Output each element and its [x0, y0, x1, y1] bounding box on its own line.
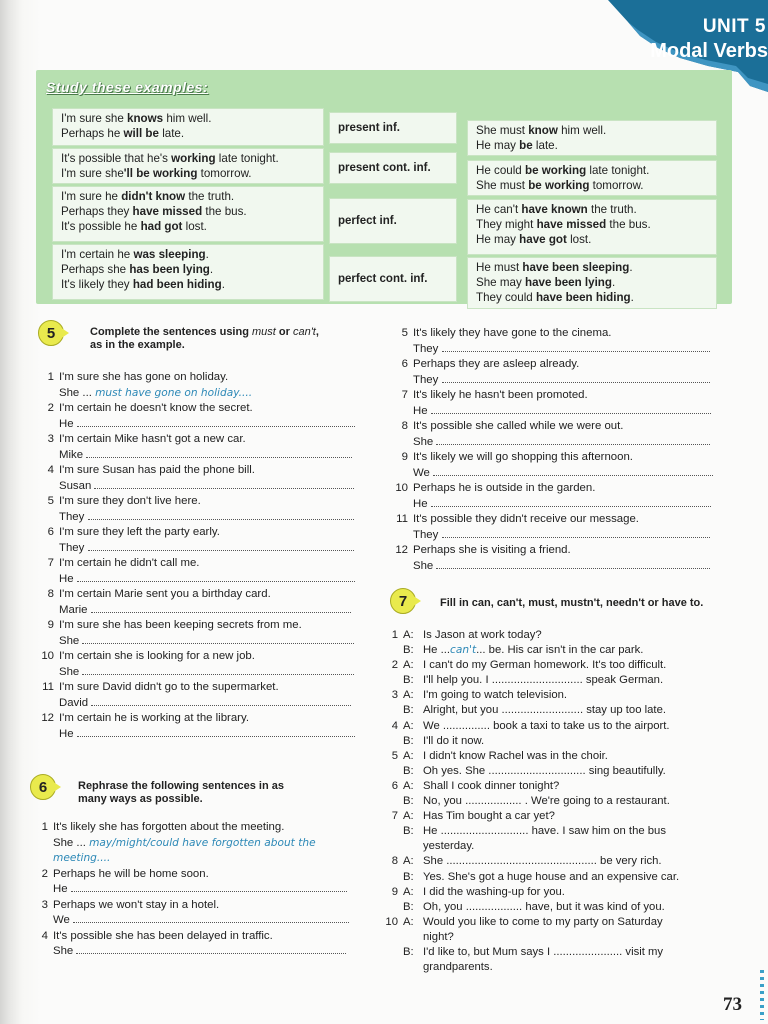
- answer-line: [36, 541, 366, 557]
- answer-subject: She ...: [59, 386, 96, 399]
- question-line: [36, 463, 366, 479]
- dialog-line: [380, 839, 715, 854]
- item-number: [380, 900, 398, 915]
- dialog-text: Yes. She's got a huge house and an expensive car.: [423, 870, 680, 883]
- list-item: [36, 680, 366, 711]
- item-number: 7: [47, 557, 54, 569]
- dialog-line: [380, 719, 715, 734]
- question-line: [36, 618, 366, 634]
- dialog-text: I'll do it now.: [423, 734, 485, 747]
- dialog-line: [380, 658, 715, 673]
- item-number: [380, 945, 398, 960]
- dialog-line: [380, 628, 715, 643]
- question-line: [36, 556, 366, 572]
- list-item: [36, 556, 366, 587]
- list-item: [390, 543, 720, 574]
- question-line: [36, 494, 366, 510]
- item-number: 9: [391, 885, 398, 898]
- list-item: [390, 450, 720, 481]
- item-number: 8: [47, 588, 54, 600]
- answer-line: [36, 572, 366, 588]
- speaker: B:: [403, 870, 414, 883]
- item-number: 8: [391, 855, 398, 868]
- dialog-text: Alright, but you .......................... stay up too late.: [423, 704, 666, 717]
- dialog-text: We ............... book a taxi to take us to the airport.: [423, 719, 670, 732]
- speaker: [403, 960, 423, 975]
- answer-line: [390, 342, 720, 358]
- item-number: 11: [42, 681, 54, 693]
- speaker: A:: [403, 749, 414, 762]
- question-line: [390, 481, 720, 497]
- question-line: [390, 543, 720, 559]
- list-item: [36, 525, 366, 556]
- unit-topic: Modal Verbs: [650, 40, 768, 62]
- dialog-line: [380, 885, 715, 900]
- question-text: It's possible they didn't receive our message.: [413, 513, 639, 525]
- dialog-line: [380, 870, 715, 885]
- answer-subject: They: [413, 528, 442, 541]
- question-line: [390, 388, 720, 404]
- answer-line: [30, 913, 360, 929]
- example-answer: can't: [450, 644, 477, 657]
- question-line: [390, 326, 720, 342]
- item-number: 4: [391, 719, 398, 732]
- speaker: B:: [403, 734, 414, 747]
- study-label-cell: perfect inf.: [329, 198, 457, 244]
- answer-subject: They: [59, 510, 88, 523]
- dialog-text: He ............................ have. I saw him on the bus: [423, 825, 666, 838]
- speaker: B:: [403, 945, 414, 958]
- answer-subject: She: [413, 435, 437, 448]
- answer-line: [390, 373, 720, 389]
- item-number: 7: [401, 389, 408, 401]
- dialog-line: [380, 764, 715, 779]
- item-number: 3: [391, 689, 398, 702]
- question-text: I'm sure she has gone on holiday.: [59, 371, 229, 383]
- dialog-text: I'll help you. I ............................. speak German.: [423, 674, 664, 687]
- exercise-5-badge: 5: [38, 320, 68, 346]
- question-text: I'm certain she is looking for a new job.: [59, 650, 255, 662]
- question-line: [36, 525, 366, 541]
- answer-subject: He: [413, 404, 431, 417]
- answer-line: [30, 944, 360, 960]
- item-number: [380, 734, 398, 749]
- dialog-text: yesterday.: [423, 840, 475, 853]
- question-text: It's likely he hasn't been promoted.: [413, 389, 588, 401]
- exercise-5-instruction: Complete the sentences using must or can't, as in the example.: [90, 326, 319, 351]
- answer-subject: She: [413, 559, 437, 572]
- speaker: B:: [403, 704, 414, 717]
- page-number: 73: [723, 994, 742, 1015]
- question-line: [36, 370, 366, 386]
- item-number: 10: [41, 650, 54, 662]
- list-item: [390, 419, 720, 450]
- study-right-cell: She must know him well. He may be late.: [467, 120, 717, 156]
- question-line: [390, 419, 720, 435]
- speaker: [403, 839, 423, 854]
- study-left-cell: I'm sure he didn't know the truth. Perhaps they have missed the bus. It's possible he had got lost.: [52, 186, 324, 242]
- list-item: [36, 649, 366, 680]
- speaker: A:: [403, 629, 414, 641]
- dialog-line: [380, 688, 715, 703]
- speaker: A:: [403, 659, 414, 672]
- item-number: [380, 673, 398, 688]
- exercise-7-list: [380, 628, 715, 975]
- page-edge-dots: [760, 970, 764, 1020]
- question-line: [36, 711, 366, 727]
- question-line: [30, 820, 360, 836]
- dialog-line: [380, 779, 715, 794]
- question-text: Perhaps he will be home soon.: [53, 867, 209, 880]
- list-item: [390, 326, 720, 357]
- dialog-text: I didn't know Rachel was in the choir.: [423, 749, 608, 762]
- answer-subject: He: [59, 417, 77, 430]
- item-number: [380, 794, 398, 809]
- item-number: 1: [47, 371, 54, 383]
- speaker: A:: [403, 689, 414, 702]
- answer-subject: Marie: [59, 603, 91, 616]
- dialog-line: [380, 960, 715, 975]
- dialog-line: [380, 809, 715, 824]
- item-number: 5: [391, 749, 398, 762]
- dialog-line: [380, 749, 715, 764]
- item-number: 6: [47, 526, 54, 538]
- example-answer: may/might/could have forgotten about the: [89, 836, 316, 849]
- example-answer-cont: meeting....: [53, 852, 111, 864]
- speaker: B:: [403, 825, 414, 838]
- answer-subject: David: [59, 696, 92, 709]
- speaker: A:: [403, 915, 414, 928]
- speaker: A:: [403, 810, 414, 823]
- answer-line: [390, 528, 720, 544]
- list-item: [30, 867, 360, 898]
- item-number: 10: [395, 482, 408, 494]
- answer-line: [390, 497, 720, 513]
- answer-continuation: [30, 851, 360, 867]
- answer-subject: He: [413, 497, 431, 510]
- dialog-line: [380, 673, 715, 688]
- study-title: Study these examples:: [46, 79, 209, 95]
- speaker: A:: [403, 719, 414, 732]
- question-text: Perhaps we won't stay in a hotel.: [53, 898, 220, 911]
- dialog-text: grandparents.: [423, 961, 493, 974]
- question-text: I'm sure Susan has paid the phone bill.: [59, 464, 255, 476]
- study-left-cell: I'm sure she knows him well. Perhaps he will be late.: [52, 108, 324, 146]
- item-number: 8: [401, 420, 408, 432]
- question-text: I'm certain he didn't call me.: [59, 557, 200, 569]
- list-item: [36, 711, 366, 742]
- answer-subject: He: [53, 883, 71, 895]
- item-number: [380, 870, 398, 885]
- study-label-cell: present cont. inf.: [329, 152, 457, 184]
- list-item: [36, 463, 366, 494]
- answer-line: [36, 665, 366, 681]
- item-number: 11: [396, 513, 408, 525]
- question-text: I'm sure they left the party early.: [59, 526, 220, 538]
- item-number: 9: [47, 619, 54, 631]
- item-number: 12: [41, 712, 54, 724]
- item-number: 5: [47, 495, 54, 507]
- answer-line: [30, 882, 360, 898]
- question-text: I'm sure she has been keeping secrets from me.: [59, 619, 302, 631]
- dialog-text: Oh, you .................. have, but it was kind of you.: [423, 900, 665, 913]
- question-line: [36, 432, 366, 448]
- speaker: A:: [403, 779, 414, 792]
- item-number: 3: [41, 898, 48, 911]
- exercise-5-right-list: [390, 326, 720, 574]
- list-item: [36, 401, 366, 432]
- dialog-line: [380, 854, 715, 869]
- dialog-text: I'd like to, but Mum says I ...................... visit my: [423, 945, 664, 958]
- list-item: [390, 481, 720, 512]
- answer-line: [36, 727, 366, 743]
- unit-label: UNIT 5: [702, 16, 766, 37]
- item-number: 1: [391, 629, 398, 641]
- dialog-line: [380, 945, 715, 960]
- answer-line: [36, 696, 366, 712]
- list-item: [30, 898, 360, 929]
- dialog-text: No, you .................. . We're going to a restaurant.: [423, 795, 670, 808]
- exercise-7-badge: 7: [390, 588, 420, 614]
- dialog-line: [380, 794, 715, 809]
- list-item: [390, 357, 720, 388]
- item-number: 9: [401, 451, 408, 463]
- exercise-6-instruction: Rephrase the following sentences in as many ways as possible.: [78, 780, 284, 805]
- question-text: I'm certain Marie sent you a birthday card.: [59, 588, 271, 600]
- speaker: B:: [403, 674, 414, 687]
- speaker: B:: [403, 795, 414, 808]
- answer-line: [390, 559, 720, 575]
- item-number: 4: [47, 464, 54, 476]
- item-number: 10: [385, 915, 398, 928]
- question-text: I'm sure they don't live here.: [59, 495, 201, 507]
- question-line: [390, 450, 720, 466]
- study-label-cell: perfect cont. inf.: [329, 256, 457, 302]
- answer-subject: They: [413, 373, 442, 386]
- exercise-7-instruction: Fill in can, can't, must, mustn't, needn't or have to.: [440, 597, 704, 609]
- dialog-text: Is Jason at work today?: [423, 629, 542, 641]
- question-text: I'm certain Mike hasn't got a new car.: [59, 433, 246, 445]
- answer-line: [36, 448, 366, 464]
- item-number: 6: [401, 358, 408, 370]
- list-item: [36, 587, 366, 618]
- question-line: [30, 867, 360, 883]
- question-text: It's likely we will go shopping this afternoon.: [413, 451, 633, 463]
- list-item: [36, 494, 366, 525]
- question-line: [36, 587, 366, 603]
- speaker: A:: [403, 885, 414, 898]
- answer-line: [36, 634, 366, 650]
- list-item: [390, 388, 720, 419]
- list-item: [36, 432, 366, 463]
- item-number: [380, 703, 398, 718]
- study-right-cell: He could be working late tonight. She must be working tomorrow.: [467, 160, 717, 196]
- item-number: 6: [391, 779, 398, 792]
- dialog-text: I did the washing-up for you.: [423, 885, 565, 898]
- dialog-text: night?: [423, 930, 454, 943]
- study-left-cell: I'm certain he was sleeping. Perhaps she has been lying. It's likely they had been hiding.: [52, 244, 324, 300]
- question-text: Perhaps she is visiting a friend.: [413, 544, 571, 556]
- answer-subject: He: [59, 727, 77, 740]
- item-number: 1: [41, 821, 48, 833]
- answer-line: [36, 417, 366, 433]
- answer-subject: She: [53, 945, 77, 957]
- item-number: 4: [41, 929, 48, 942]
- item-number: [380, 960, 398, 975]
- item-number: 2: [47, 402, 54, 414]
- answer-subject: She ...: [53, 836, 90, 849]
- answer-line: [36, 479, 366, 495]
- item-number: 12: [395, 544, 408, 556]
- item-number: [380, 764, 398, 779]
- question-text: It's possible she called while we were out.: [413, 420, 624, 432]
- speaker: A:: [403, 855, 414, 868]
- item-number: [380, 643, 398, 658]
- question-text: Perhaps they are asleep already.: [413, 358, 580, 370]
- speaker: B:: [403, 764, 414, 777]
- dialog-line: [380, 824, 715, 839]
- dialog-text: Has Tim bought a car yet?: [423, 810, 555, 823]
- question-line: [390, 357, 720, 373]
- dialog-text: I can't do my German homework. It's too difficult.: [423, 659, 667, 672]
- exercise-6-badge: 6: [30, 774, 60, 800]
- list-item: [390, 512, 720, 543]
- question-text: It's likely she has forgotten about the meeting.: [53, 821, 285, 833]
- question-text: I'm sure David didn't go to the supermarket.: [59, 681, 279, 693]
- dialog-text: She ................................................ be very rich.: [423, 855, 662, 868]
- item-number: 2: [391, 659, 398, 672]
- dialog-text: I'm going to watch television.: [423, 689, 568, 702]
- item-number: 7: [391, 810, 398, 823]
- dialog-line: [380, 734, 715, 749]
- speaker: B:: [403, 644, 414, 657]
- answer-line: [30, 836, 360, 852]
- item-number: 5: [401, 327, 408, 339]
- answer-subject: They: [59, 541, 88, 554]
- speaker: [403, 930, 423, 945]
- answer-line: [390, 466, 720, 482]
- answer-subject: She: [59, 665, 83, 678]
- study-right-cell: He can't have known the truth. They might have missed the bus. He may have got lost.: [467, 199, 717, 255]
- answer-line: [36, 603, 366, 619]
- question-line: [30, 898, 360, 914]
- answer-line: [390, 435, 720, 451]
- answer-subject: We: [53, 914, 74, 926]
- study-left-cell: It's possible that he's working late tonight. I'm sure she'll be working tomorrow.: [52, 148, 324, 184]
- exercise-5-left-list: [36, 370, 366, 742]
- question-line: [30, 929, 360, 945]
- question-line: [36, 680, 366, 696]
- list-item: [36, 618, 366, 649]
- question-text: It's possible she has been delayed in traffic.: [53, 929, 273, 942]
- item-number: [380, 824, 398, 839]
- question-line: [36, 649, 366, 665]
- item-number: [380, 930, 398, 945]
- question-text: Perhaps he is outside in the garden.: [413, 482, 596, 494]
- study-right-cell: He must have been sleeping. She may have been lying. They could have been hiding.: [467, 257, 717, 309]
- item-number: 3: [47, 433, 54, 445]
- dialog-text: He ...can't... be. His car isn't in the car park.: [423, 644, 644, 657]
- answer-subject: Mike: [59, 448, 87, 461]
- study-label-cell: present inf.: [329, 112, 457, 144]
- answer-line: [390, 404, 720, 420]
- item-number: [380, 839, 398, 854]
- answer-line: [36, 510, 366, 526]
- question-text: I'm certain he doesn't know the secret.: [59, 402, 253, 414]
- dialog-text: Oh yes. She ............................... sing beautifully.: [423, 764, 666, 777]
- question-text: It's likely they have gone to the cinema.: [413, 327, 612, 339]
- dialog-line: [380, 703, 715, 718]
- question-line: [390, 512, 720, 528]
- exercise-6-list: [30, 820, 360, 960]
- dialog-line: [380, 643, 715, 658]
- question-line: [36, 401, 366, 417]
- answer-subject: They: [413, 342, 442, 355]
- list-item: [30, 929, 360, 960]
- list-item: [30, 820, 360, 867]
- answer-subject: We: [413, 466, 434, 479]
- item-number: 2: [41, 867, 48, 880]
- answer-subject: He: [59, 572, 77, 585]
- answer-subject: She: [59, 634, 83, 647]
- dialog-text: Shall I cook dinner tonight?: [423, 779, 560, 792]
- dialog-line: [380, 930, 715, 945]
- example-answer: must have gone on holiday....: [95, 386, 253, 399]
- dialog-line: [380, 900, 715, 915]
- question-text: I'm certain he is working at the library.: [59, 712, 249, 724]
- answer-subject: Susan: [59, 479, 95, 492]
- dialog-text: Would you like to come to my party on Saturday: [423, 915, 663, 928]
- dialog-line: [380, 915, 715, 930]
- speaker: B:: [403, 900, 414, 913]
- answer-line: [36, 386, 366, 402]
- list-item: [36, 370, 366, 401]
